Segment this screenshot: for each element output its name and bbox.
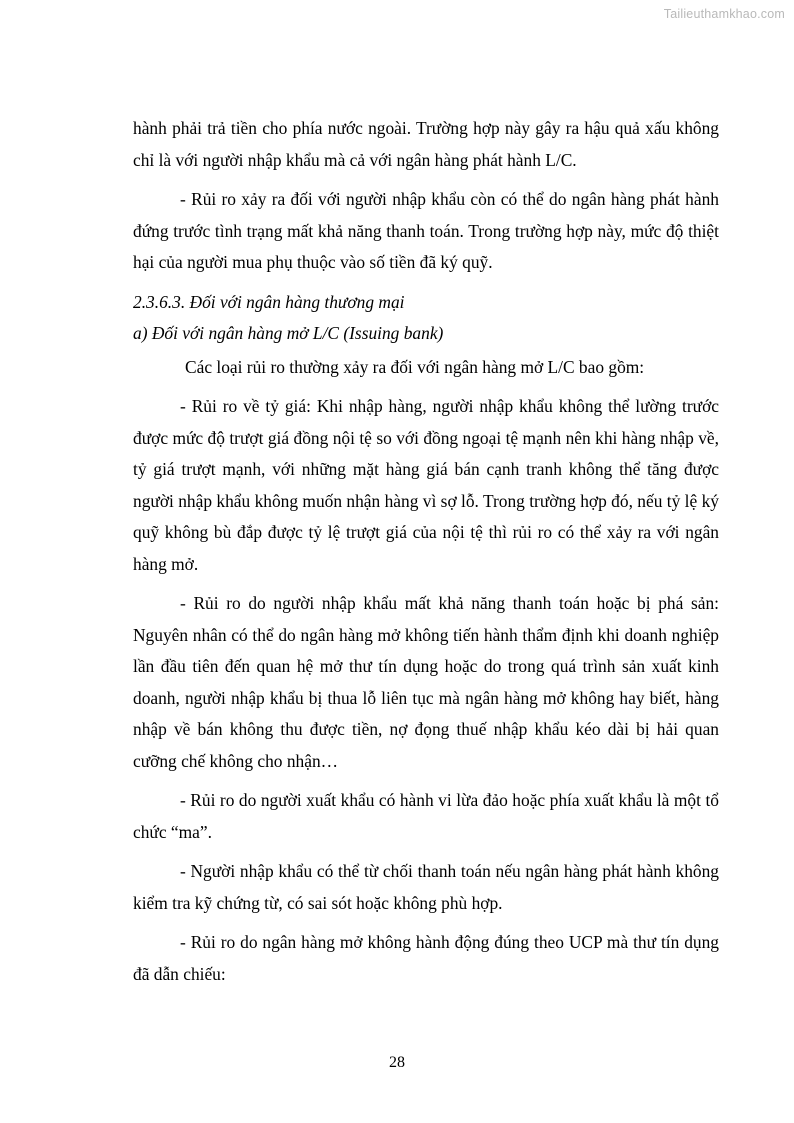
paragraph-continuation: hành phải trả tiền cho phía nước ngoài. Trường hợp này gây ra hậu quả xấu không chỉ là với người nhập khẩu mà cả với ngân hàng phát hành L/C. [133,118,719,170]
paragraph-ucp-risk: - Rủi ro do ngân hàng mở không hành động đúng theo UCP mà thư tín dụng đã dẫn chiếu: [133,932,719,984]
page-number: 28 [389,1054,405,1071]
paragraph-insolvency-risk: - Rủi ro do người nhập khẩu mất khả năng thanh toán hoặc bị phá sản: Nguyên nhân có thể do ngân hàng mở không tiến hành thẩm định khi doanh nghiệp lần đầu tiên đến quan hệ mở thư tín dụng hoặc do trong quá trình sản xuất kinh doanh, người nhập khẩu bị thua lỗ liên tục mà ngân hàng mở không hay biết, hàng nhập về bán không thu được tiền, nợ đọng thuế nhập khẩu kéo dài bị hải quan cưỡng chế không cho nhận… [133,593,719,771]
paragraph-fraud-risk: - Rủi ro do người xuất khẩu có hành vi lừa đảo hoặc phía xuất khẩu là một tổ chức “ma”. [133,790,719,842]
subsection-heading: a) Đối với ngân hàng mở L/C (Issuing bank) [133,322,444,343]
paragraph-intro: Các loại rủi ro thường xảy ra đối với ngân hàng mở L/C bao gồm: [185,356,645,377]
paragraph-refusal-risk: - Người nhập khẩu có thể từ chối thanh toán nếu ngân hàng phát hành không kiểm tra kỹ chứng từ, có sai sót hoặc không phù hợp. [133,861,719,913]
paragraph-exchange-rate-risk: - Rủi ro về tỷ giá: Khi nhập hàng, người nhập khẩu không thể lường trước được mức độ trượt giá đồng nội tệ so với đồng ngoại tệ mạnh nên khi hàng nhập về, tỷ giá trượt mạnh, với những mặt hàng giá bán cạnh tranh không thể tăng được người nhập khẩu không muốn nhận hàng vì sợ lỗ. Trong trường hợp đó, nếu tỷ lệ ký quỹ không bù đắp được tỷ lệ trượt giá của nội tệ thì rủi ro có thể xảy ra với ngân hàng mở. [133,396,719,574]
paragraph-importer-risk: - Rủi ro xảy ra đối với người nhập khẩu còn có thể do ngân hàng phát hành đứng trước tình trạng mất khả năng thanh toán. Trong trường hợp này, mức độ thiệt hại của người mua phụ thuộc vào số tiền đã ký quỹ. [133,189,719,272]
section-heading: 2.3.6.3. Đối với ngân hàng thương mại [133,291,405,312]
document-body [133,113,719,998]
watermark-text: Tailieuthamkhao.com [663,7,785,21]
